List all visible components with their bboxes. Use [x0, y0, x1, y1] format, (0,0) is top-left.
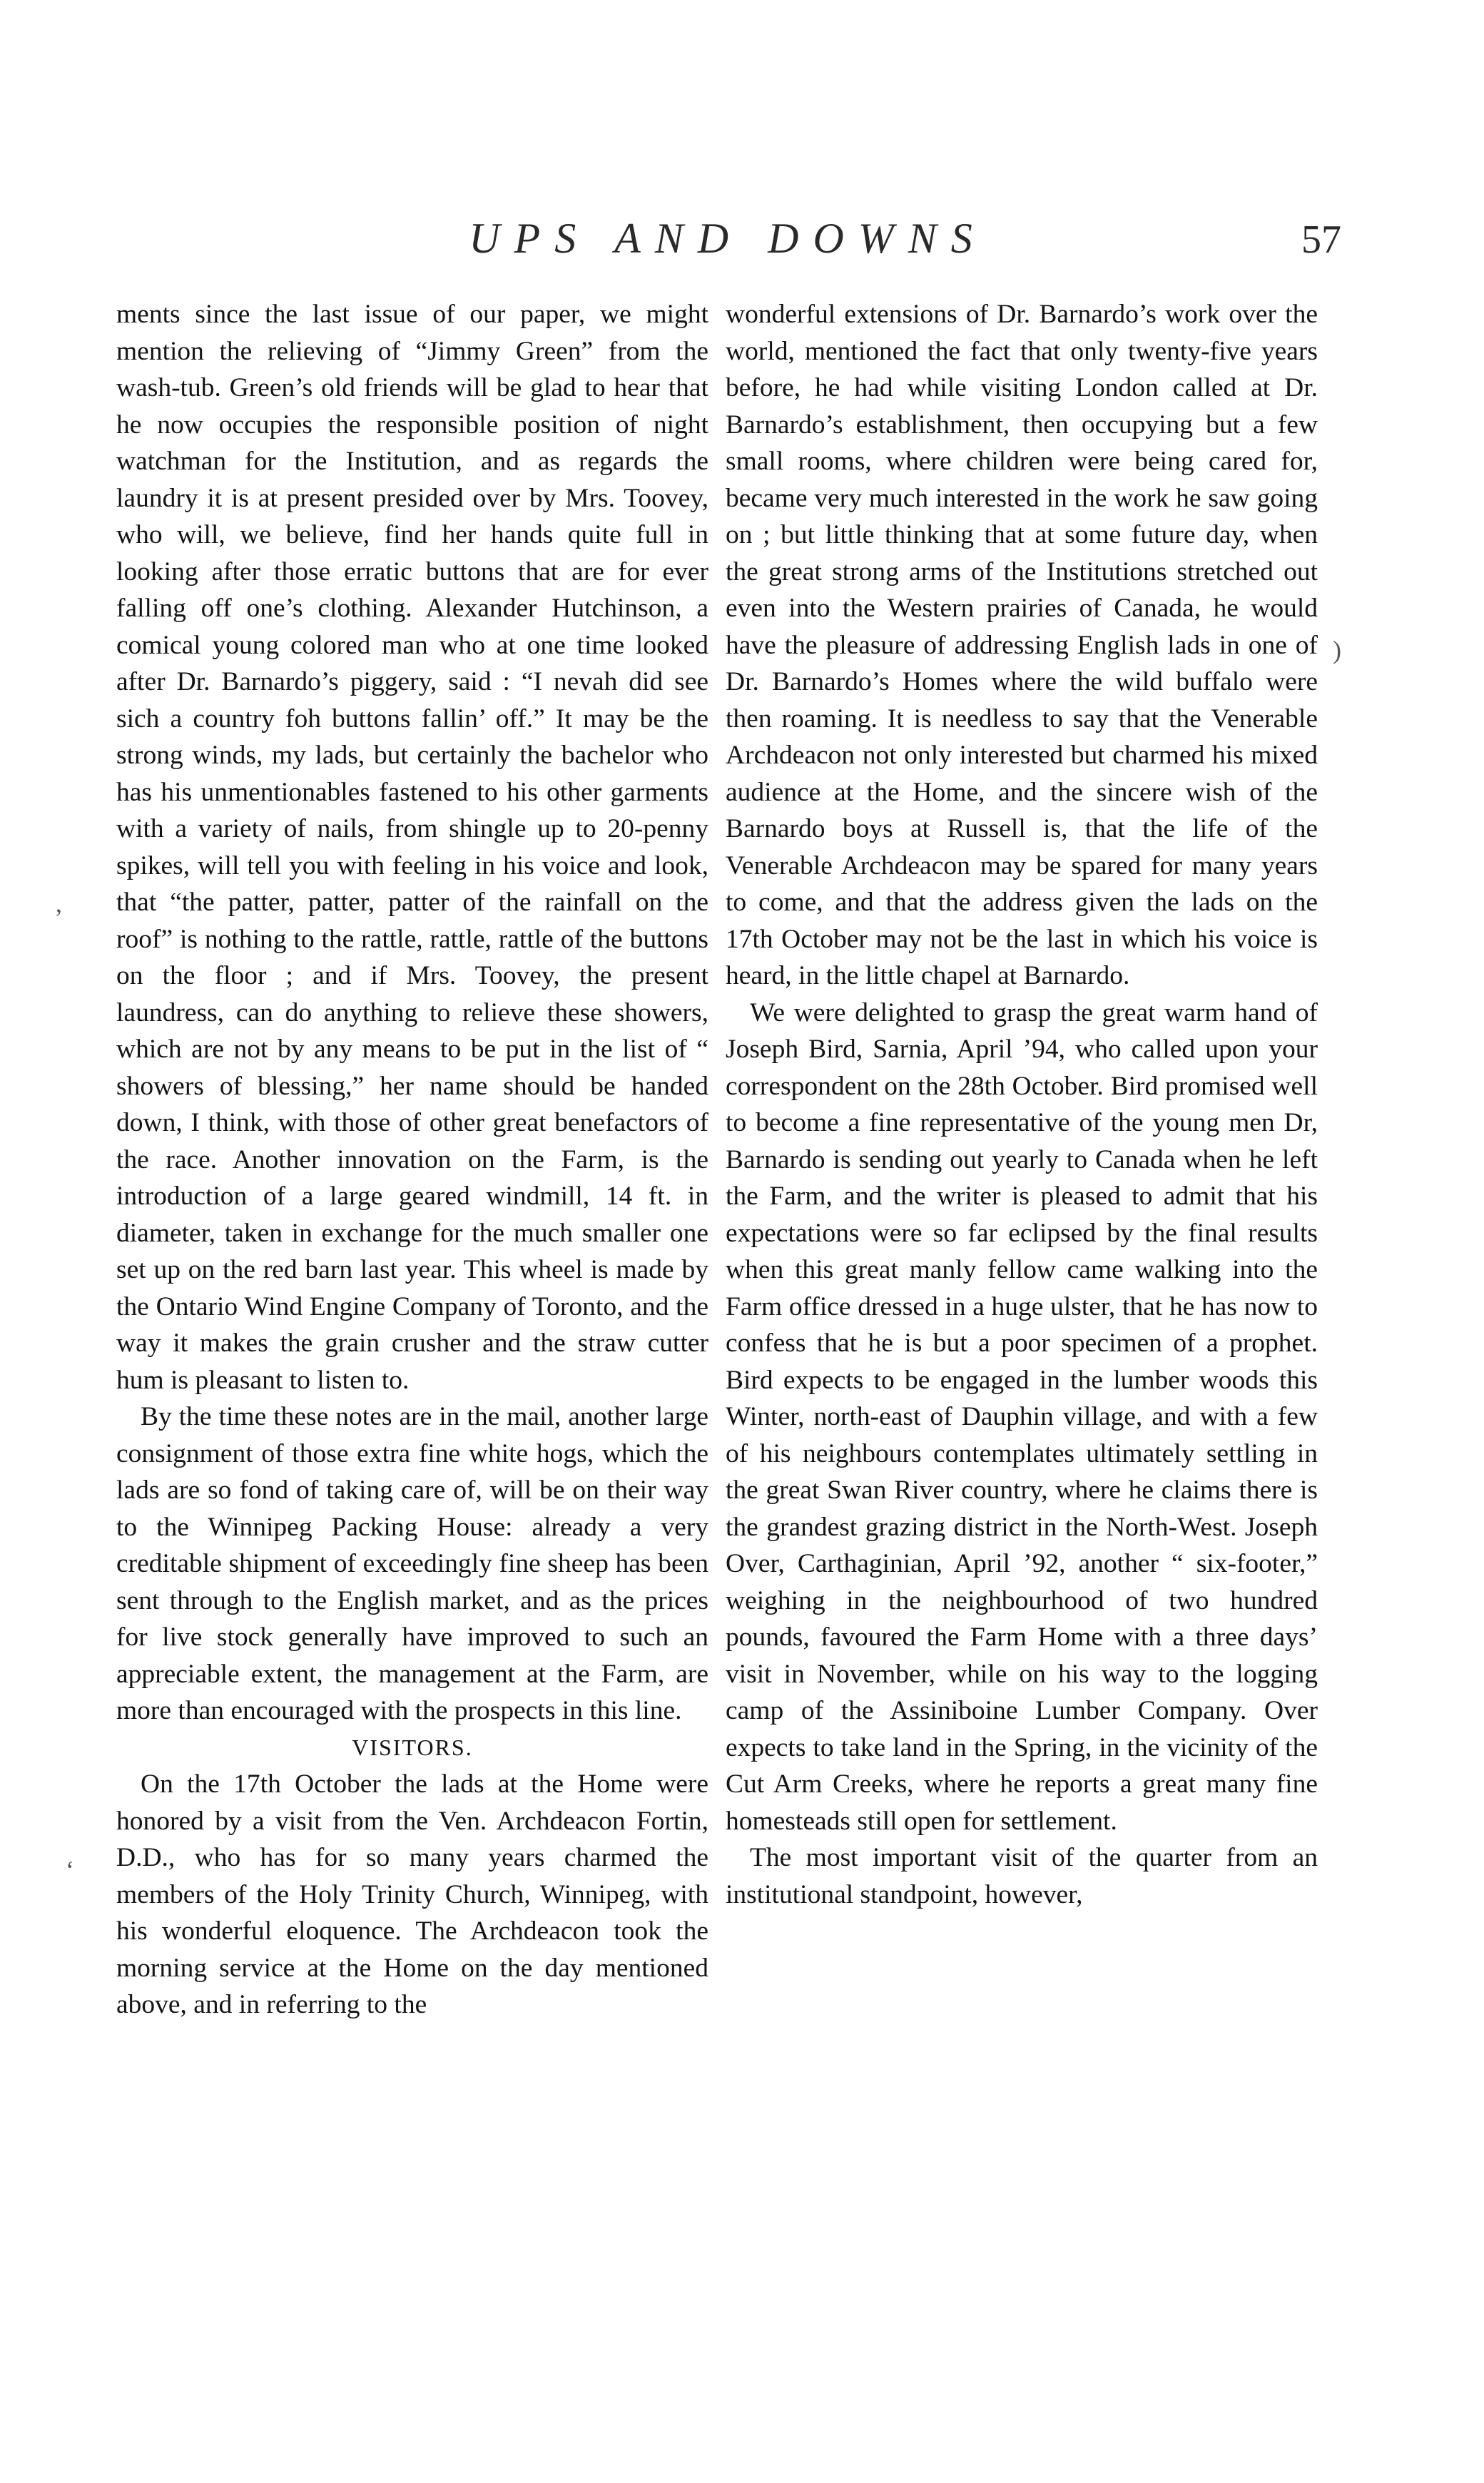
page-number: 57 [1301, 218, 1341, 262]
left-paragraph-1: ments since the last issue of our paper, we might mention the relieving of “Jimmy Green” from the wash-tub. Green’s old friends will be glad to hear that he now occupies the responsible position of night watchman for the Institution, and as regards the laundry it is at present presided over by Mrs. Toovey, who will, we believe, find her hands quite full in looking after those erratic buttons that are for ever falling off one’s clothing. Alexander Hutchinson, a comical young colored man who at one time looked after Dr. Barnardo’s piggery, said : “I nevah did see sich a country foh buttons fallin’ off.” It may be the strong winds, my lads, but certainly the bachelor who has his unmentionables fastened to his other garments with a variety of nails, from shingle up to 20-penny spikes, will tell you with feeling in his voice and look, that “the patter, patter, patter of the rainfall on the roof” is nothing to the rattle, rattle, rattle of the buttons on the floor ; and if Mrs. Toovey, the present laundress, can do anything to relieve these showers, which are not by any means to be put in the list of “ showers of blessing,” her name should be handed down, I think, with those of other great benefactors of the race. Another innovation on the Farm, is the introduction of a large geared windmill, 14 ft. in diameter, taken in exchange for the much smaller one set up on the red barn last year. This wheel is made by the Ontario Wind Engine Company of Toronto, and the way it makes the grain crusher and the straw cutter hum is pleasant to listen to. [116, 300, 708, 1395]
section-heading-visitors: VISITORS. [352, 1734, 473, 1760]
right-paragraph-1: wonderful extensions of Dr. Barnardo’s work over the world, mentioned the fact that only twenty-five years before, he had while visiting London called at Dr. Barnardo’s establishment, then occupying but a few small rooms, where children were being cared for, became very much interested in the work he saw going on ; but little thinking that at some future day, when the great strong arms of the Institutions stretched out even into the Western prairies of Canada, he would have the pleasure of addressing English lads in one of Dr. Barnardo’s Homes where the wild buffalo were then roaming. It is needless to say that the Venerable Archdeacon not only interested but charmed his mixed audience at the Home, and the sincere wish of the Barnardo boys at Russell is, that the life of the Venerable Archdeacon may be spared for many years to come, and that the address given the lads on the 17th October may not be the last in which his voice is heard, in the little chapel at Barnardo. [726, 300, 1318, 990]
left-paragraph-3: On the 17th October the lads at the Home were honored by a visit from the Ven. Archdeacon Fortin, D.D., who has for so many years charmed the members of the Holy Trinity Church, Winnipeg, with his wonderful eloquence. The Archdeacon took the morning service at the Home on the day mentioned above, and in referring to the [116, 1769, 708, 2019]
margin-mark-left-upper: , [56, 889, 62, 918]
right-paragraph-2: We were delighted to grasp the great warm hand of Joseph Bird, Sarnia, April ’94, who called upon your correspondent on the 28th October. Bird promised well to become a fine representative of the young men Dr, Barnardo is sending out yearly to Canada when he left the Farm, and the writer is pleased to admit that his expectations were so far eclipsed by the final results when this great manly fellow came walking into the Farm office dressed in a huge ulster, that he has now to confess that he is but a poor specimen of a prophet. Bird expects to be engaged in the lumber woods this Winter, north-east of Dauphin village, and with a few of his neighbours contemplates ultimately settling in the great Swan River country, where he claims there is the grandest grazing district in the North-West. Joseph Over, Carthaginian, April ’92, another “ six-footer,” weighing in the neighbourhood of two hundred pounds, favoured the Farm Home with a three days’ visit in November, while on his way to the logging camp of the Assiniboine Lumber Company. Over expects to take land in the Spring, in the vicinity of the Cut Arm Creeks, where he reports a great many fine homesteads still open for settlement. [726, 997, 1318, 1836]
left-paragraph-2: By the time these notes are in the mail, another large consignment of those extra fine white hogs, which the lads are so fond of taking care of, will be on their way to the Winnipeg Packing House: already a very creditable shipment of exceedingly fine sheep has been sent through to the English market, and as the prices for live stock generally have improved to such an appreciable extent, the management at the Farm, are more than encouraged with the prospects in this line. [116, 1402, 708, 1725]
margin-mark-left-lower: ‘ [66, 1856, 74, 1884]
page-header [114, 214, 1341, 271]
margin-mark-right: ) [1333, 636, 1341, 664]
left-column [116, 296, 708, 2024]
running-title: UPS AND DOWNS [469, 215, 987, 262]
right-paragraph-3: The most important visit of the quarter from an institutional standpoint, however, [726, 1843, 1318, 1909]
right-column [726, 296, 1318, 1913]
